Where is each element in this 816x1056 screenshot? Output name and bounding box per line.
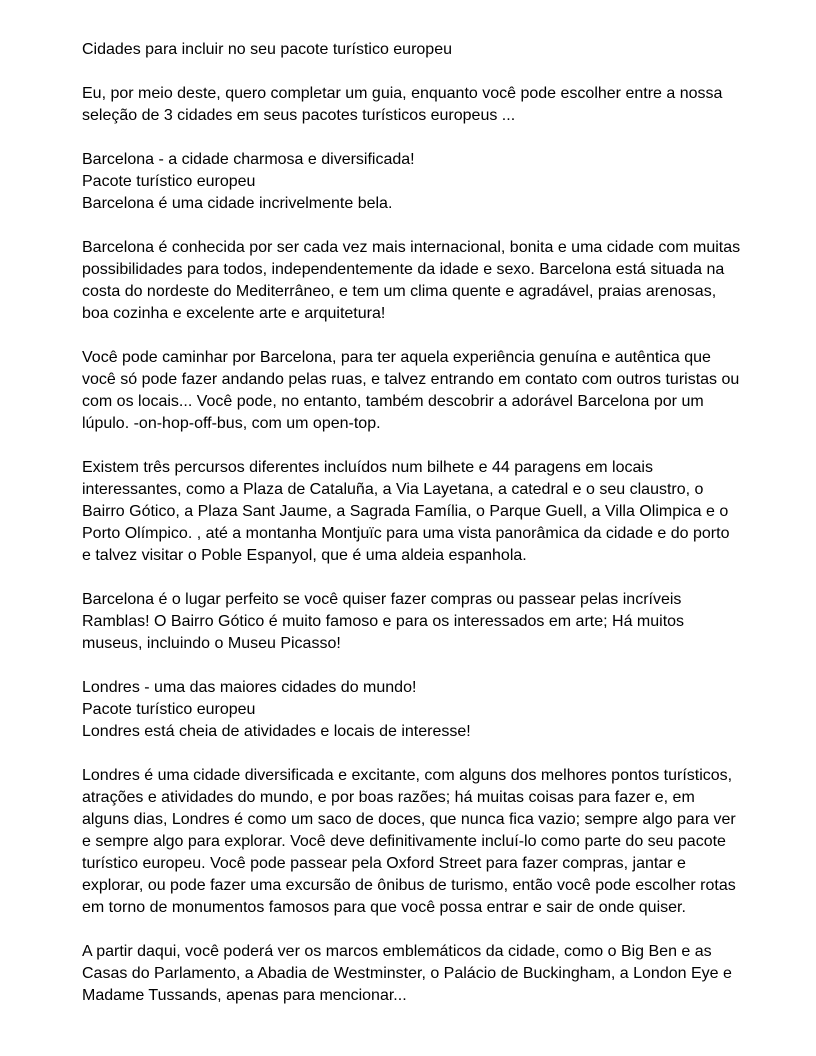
londres-header-block xyxy=(82,677,742,743)
barcelona-header-block xyxy=(82,149,742,215)
londres-paragraph-2: A partir daqui, você poderá ver os marcos emblemáticos da cidade, como o Big Ben e as Casas do Parlamento, a Abadia de Westminster, o Palácio de Buckingham, a London Eye e Madame Tussands, apenas para mencionar... xyxy=(82,943,732,1004)
barcelona-paragraph-1: Barcelona é conhecida por ser cada vez mais internacional, bonita e uma cidade com muitas possibilidades para todos, independentemente da idade e sexo. Barcelona está situada na costa do nordeste do Mediterrâneo, e tem um clima quente e agradável, praias arenosas, boa cozinha e excelente arte e arquitetura! xyxy=(82,239,741,322)
londres-subheading: Pacote turístico europeu xyxy=(82,701,256,718)
barcelona-heading: Barcelona - a cidade charmosa e diversificada! xyxy=(82,151,415,168)
barcelona-paragraph-2: Você pode caminhar por Barcelona, para ter aquela experiência genuína e autêntica que você só pode fazer andando pelas ruas, e talvez entrando em contato com outros turistas ou com os locais... Você pode, no entanto, também descobrir a adorável Barcelona por um lúpulo. -on-hop-off-bus, com um open-top. xyxy=(82,349,740,432)
londres-paragraph-1: Londres é uma cidade diversificada e excitante, com alguns dos melhores pontos turísticos, atrações e atividades do mundo, e por boas razões; há muitas coisas para fazer e, em alguns dias, Londres é como um saco de doces, que nunca fica vazio; sempre algo para ver e sempre algo para explorar. Você deve definitivamente incluí-lo como parte do seu pacote turístico europeu. Você pode passear pela Oxford Street para fazer compras, jantar e explorar, ou pode fazer uma excursão de ônibus de turismo, então você pode escolher rotas em torno de monumentos famosos para que você possa entrar e sair de onde quiser. xyxy=(82,767,736,916)
intro-paragraph: Eu, por meio deste, quero completar um guia, enquanto você pode escolher entre a nossa seleção de 3 cidades em seus pacotes turísticos europeus ... xyxy=(82,85,723,124)
document-title: Cidades para incluir no seu pacote turístico europeu xyxy=(82,41,452,58)
londres-tagline: Londres está cheia de atividades e locais de interesse! xyxy=(82,723,471,740)
barcelona-subheading: Pacote turístico europeu xyxy=(82,173,256,190)
londres-heading: Londres - uma das maiores cidades do mundo! xyxy=(82,679,417,696)
barcelona-tagline: Barcelona é uma cidade incrivelmente bela. xyxy=(82,195,393,212)
document-page xyxy=(82,39,742,1007)
barcelona-paragraph-4: Barcelona é o lugar perfeito se você quiser fazer compras ou passear pelas incríveis Ramblas! O Bairro Gótico é muito famoso e para os interessados em arte; Há muitos museus, incluindo o Museu Picasso! xyxy=(82,591,685,652)
barcelona-paragraph-3: Existem três percursos diferentes incluídos num bilhete e 44 paragens em locais interessantes, como a Plaza de Cataluña, a Via Layetana, a catedral e o seu claustro, o Bairro Gótico, a Plaza Sant Jaume, a Sagrada Família, o Parque Guell, a Villa Olimpica e o Porto Olímpico. , até a montanha Montjuïc para uma vista panorâmica da cidade e do porto e talvez visitar o Poble Espanyol, que é uma aldeia espanhola. xyxy=(82,459,730,564)
